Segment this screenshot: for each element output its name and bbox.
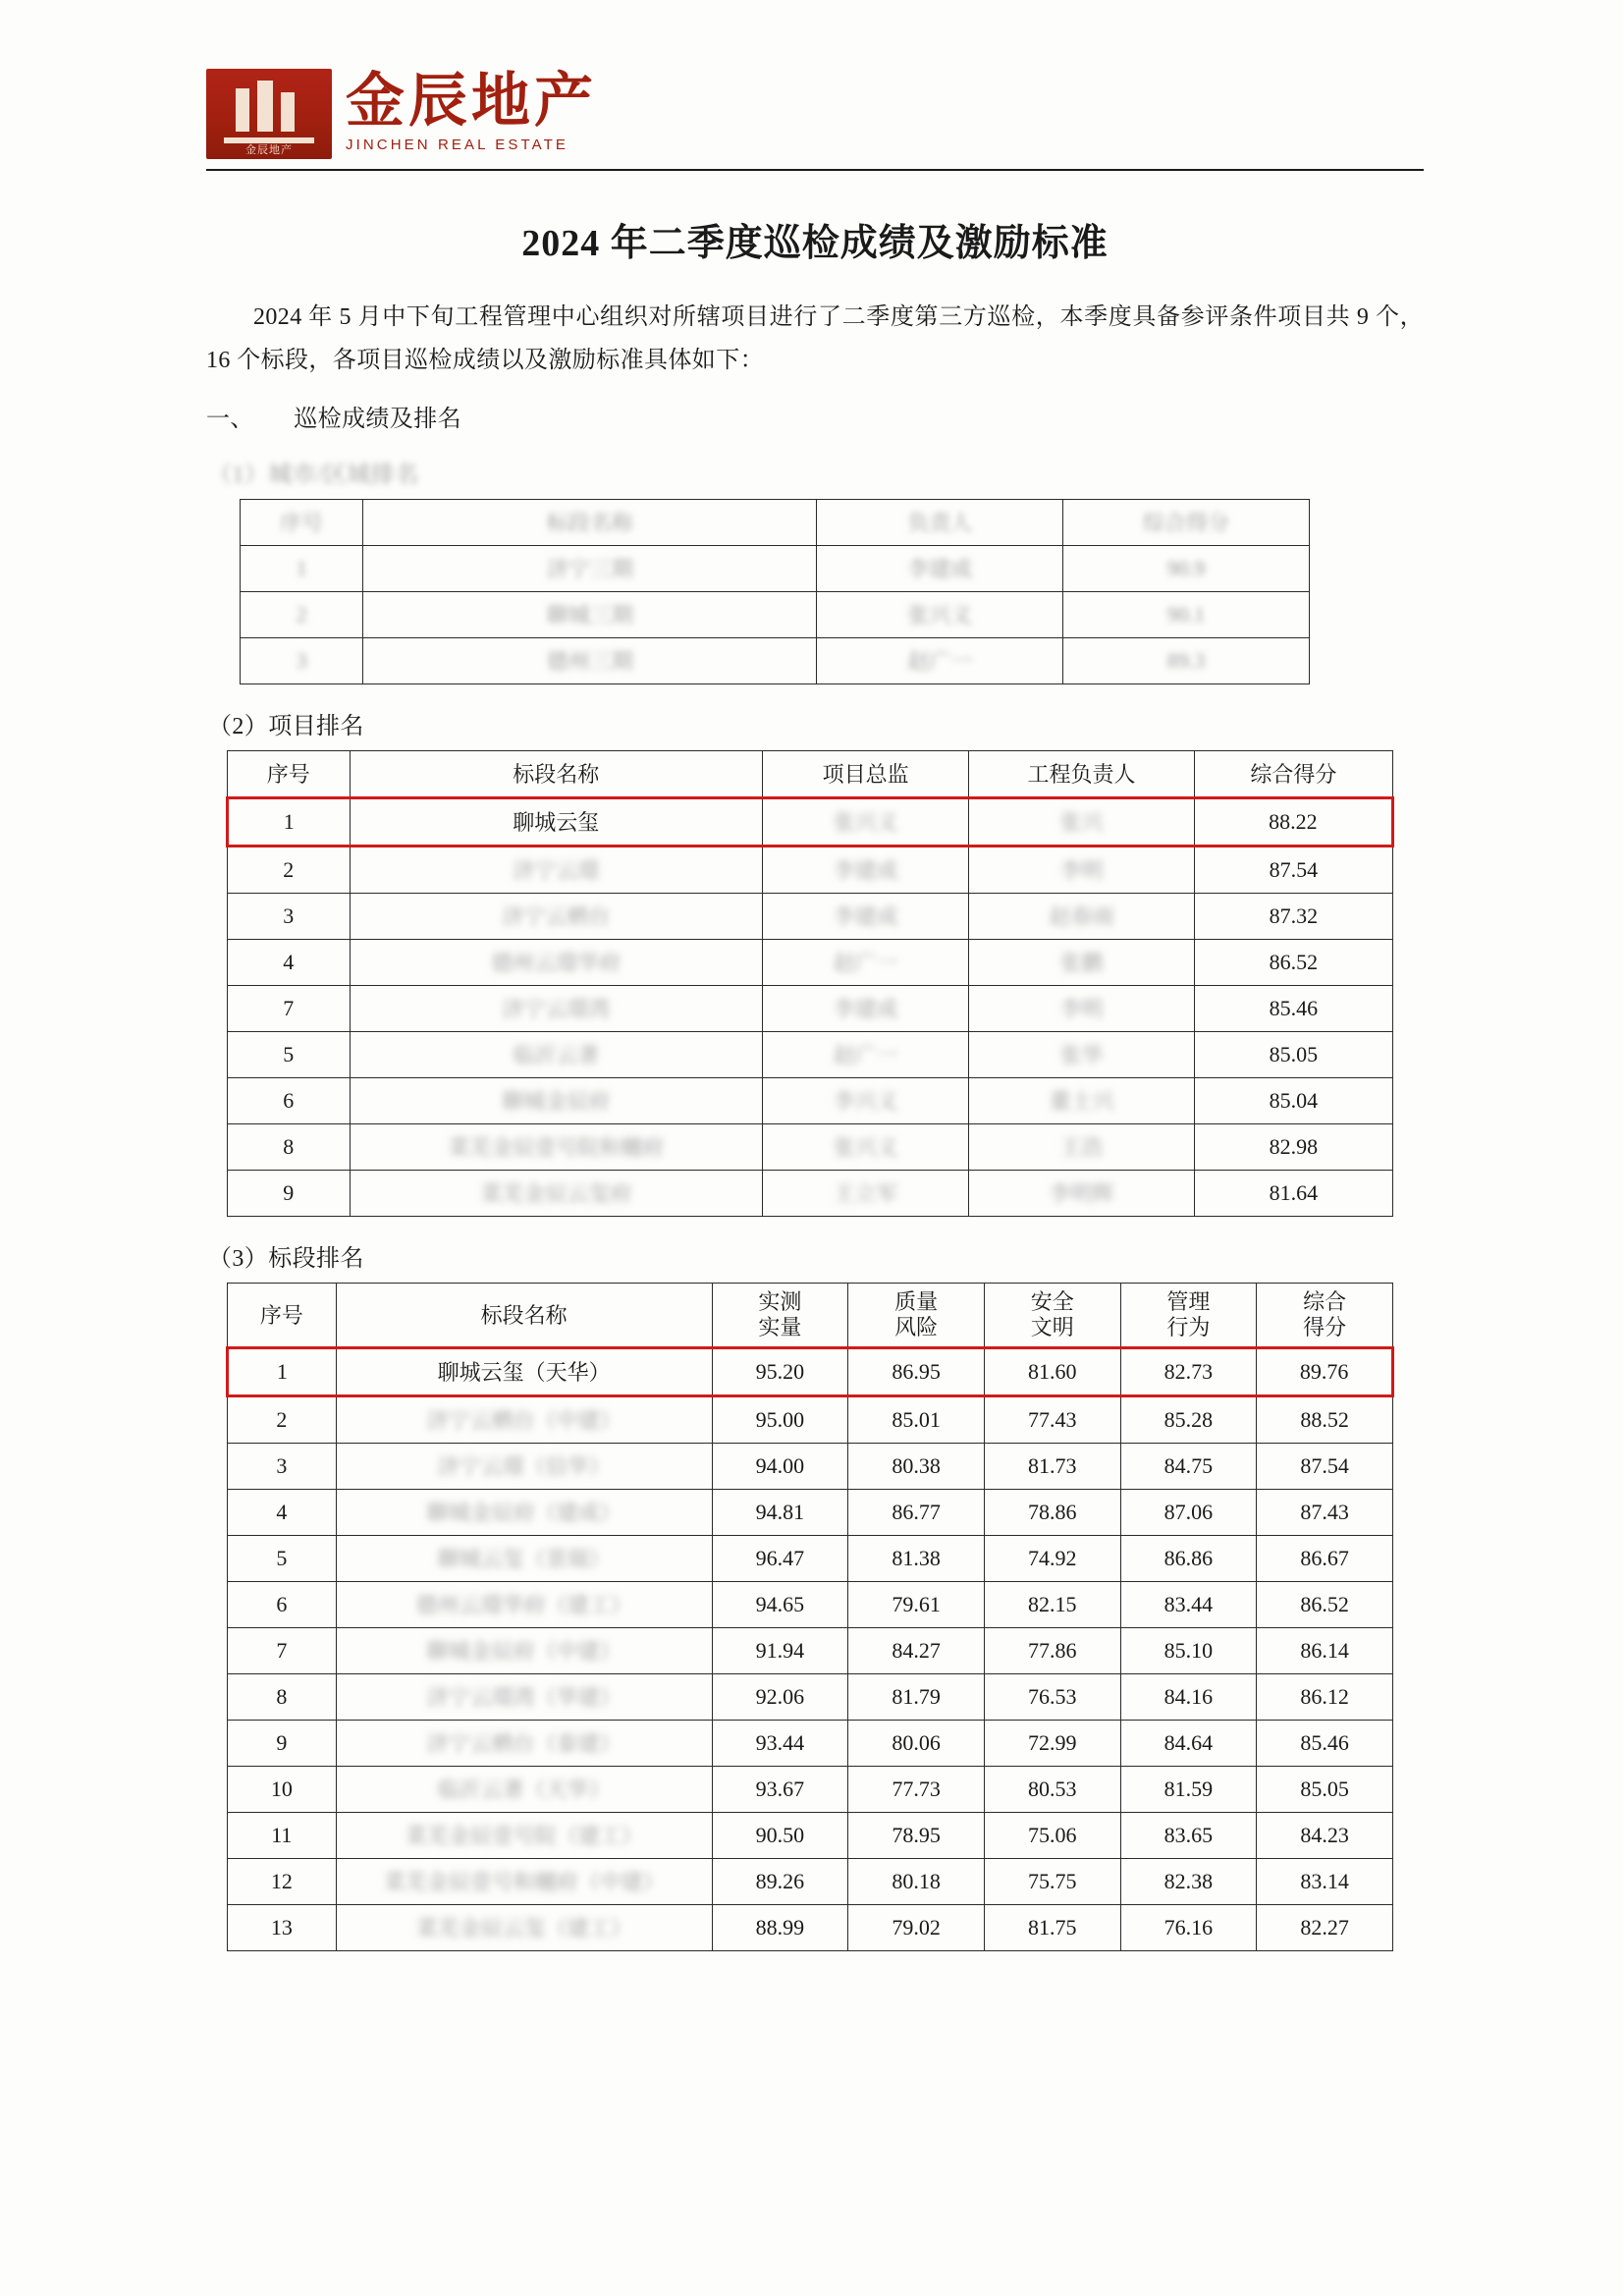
cell-supervisor: 李建成 xyxy=(762,846,968,893)
cell-total: 84.23 xyxy=(1257,1812,1393,1858)
column-header-score: 综合得分 xyxy=(1194,750,1392,797)
section-ranking-table xyxy=(226,1283,1394,1951)
column-header-quality xyxy=(848,1283,985,1347)
logo-text-block xyxy=(346,71,597,157)
cell-no: 13 xyxy=(228,1904,337,1950)
cell-no: 2 xyxy=(228,1395,337,1443)
cell-name: 济宁云栖台（泰建） xyxy=(336,1720,712,1766)
cell-quality: 79.61 xyxy=(848,1581,985,1627)
cell-score: 90.9 xyxy=(1062,545,1309,591)
cell-management: 84.64 xyxy=(1120,1720,1257,1766)
column-header-manager: 工程负责人 xyxy=(969,750,1195,797)
cell-manager: 李明 xyxy=(969,985,1195,1031)
cell-name: 临沂云著 xyxy=(350,1031,762,1077)
cell-total: 83.14 xyxy=(1257,1858,1393,1904)
cell-name: 菜芜金辰云玺（建工） xyxy=(336,1904,712,1950)
cell-name: 德州云璟华府 xyxy=(350,939,762,985)
cell-name: 德州云璟华府（建工） xyxy=(336,1581,712,1627)
column-header-no: 序号 xyxy=(228,750,351,797)
cell-no: 9 xyxy=(228,1170,351,1216)
cell-no: 7 xyxy=(228,1627,337,1673)
table-row xyxy=(228,1812,1393,1858)
project-ranking-table xyxy=(226,750,1394,1217)
cell-safety: 78.86 xyxy=(984,1489,1120,1535)
cell-name: 临沂云著（天华） xyxy=(336,1766,712,1812)
column-header-no: 序号 xyxy=(241,499,363,545)
cell-measured: 92.06 xyxy=(712,1673,848,1720)
document-content xyxy=(206,69,1424,1951)
cell-management: 85.28 xyxy=(1120,1395,1257,1443)
cell-total: 86.52 xyxy=(1257,1581,1393,1627)
cell-quality: 79.02 xyxy=(848,1904,985,1950)
column-header-measured xyxy=(712,1283,848,1347)
cell-quality: 80.38 xyxy=(848,1443,985,1489)
cell-quality: 80.18 xyxy=(848,1858,985,1904)
cell-score: 90.1 xyxy=(1062,591,1309,637)
cell-supervisor: 李建成 xyxy=(762,893,968,939)
cell-management: 76.16 xyxy=(1120,1904,1257,1950)
cell-name: 菜芜金辰壹号和樾府（中建） xyxy=(336,1858,712,1904)
cell-score: 87.32 xyxy=(1194,893,1392,939)
cell-measured: 94.81 xyxy=(712,1489,848,1535)
cell-measured: 96.47 xyxy=(712,1535,848,1581)
cell-quality: 78.95 xyxy=(848,1812,985,1858)
cell-name: 菜芜金辰壹号院和樾府 xyxy=(350,1123,762,1170)
cell-manager: 张兴 xyxy=(969,797,1195,846)
cell-no: 10 xyxy=(228,1766,337,1812)
cell-total: 86.14 xyxy=(1257,1627,1393,1673)
table-row xyxy=(241,591,1310,637)
cell-quality: 80.06 xyxy=(848,1720,985,1766)
header-line-2: 行为 xyxy=(1166,1314,1211,1339)
cell-score: 86.52 xyxy=(1194,939,1392,985)
cell-name: 济宁云璟 xyxy=(350,846,762,893)
cell-measured: 94.65 xyxy=(712,1581,848,1627)
table-row xyxy=(228,1489,1393,1535)
cell-manager: 王浩 xyxy=(969,1123,1195,1170)
table-row xyxy=(228,1170,1393,1216)
header-line-1: 实测 xyxy=(758,1288,802,1314)
cell-no: 1 xyxy=(241,545,363,591)
cell-name: 菜芜金辰壹号院（建工） xyxy=(336,1812,712,1858)
table-row xyxy=(228,893,1393,939)
cell-score: 85.04 xyxy=(1194,1077,1392,1123)
cell-no: 12 xyxy=(228,1858,337,1904)
cell-supervisor: 张兴义 xyxy=(762,1123,968,1170)
cell-no: 3 xyxy=(228,893,351,939)
section-title: 巡检成绩及排名 xyxy=(294,406,462,432)
cell-no: 9 xyxy=(228,1720,337,1766)
header-line-1: 安全 xyxy=(1030,1288,1074,1314)
cell-safety: 75.75 xyxy=(984,1858,1120,1904)
cell-safety: 72.99 xyxy=(984,1720,1120,1766)
cell-management: 83.65 xyxy=(1120,1812,1257,1858)
cell-management: 82.73 xyxy=(1120,1347,1257,1395)
cell-supervisor: 张兴义 xyxy=(762,797,968,846)
table-row xyxy=(228,1347,1393,1395)
column-header-management xyxy=(1120,1283,1257,1347)
table-row xyxy=(241,637,1310,683)
cell-no: 3 xyxy=(241,637,363,683)
region-ranking-table xyxy=(240,499,1310,684)
subsection-heading-region: （1）城市/区域排名 xyxy=(208,462,419,488)
table-row xyxy=(228,1673,1393,1720)
cell-no: 4 xyxy=(228,1489,337,1535)
cell-manager: 李明辉 xyxy=(969,1170,1195,1216)
table-header-row xyxy=(241,499,1310,545)
subsection-heading-section: （3）标段排名 xyxy=(208,1245,364,1272)
header-line-1: 综合 xyxy=(1303,1288,1347,1314)
cell-supervisor: 李建成 xyxy=(762,985,968,1031)
cell-total: 85.46 xyxy=(1257,1720,1393,1766)
company-name-cn: 金辰地产 xyxy=(346,69,597,134)
cell-no: 1 xyxy=(228,797,351,846)
header-line-2: 风险 xyxy=(894,1314,939,1339)
table-row xyxy=(228,1031,1393,1077)
cell-name: 济宁三期 xyxy=(363,545,817,591)
page-title: 2024 年二季度巡检成绩及激励标准 xyxy=(521,223,1109,264)
cell-total: 87.43 xyxy=(1257,1489,1393,1535)
cell-measured: 88.99 xyxy=(712,1904,848,1950)
cell-owner: 赵广一 xyxy=(817,637,1062,683)
section-heading-1 xyxy=(206,399,1424,433)
cell-quality: 85.01 xyxy=(848,1395,985,1443)
cell-score: 85.46 xyxy=(1194,985,1392,1031)
cell-total: 86.12 xyxy=(1257,1673,1393,1720)
logo-mark-text: 金辰地产 xyxy=(245,144,293,156)
cell-name: 聊城云玺 xyxy=(350,797,762,846)
cell-score: 88.22 xyxy=(1194,797,1392,846)
cell-no: 6 xyxy=(228,1581,337,1627)
cell-measured: 94.00 xyxy=(712,1443,848,1489)
cell-score: 87.54 xyxy=(1194,846,1392,893)
cell-name: 聊城云玺（天华） xyxy=(336,1347,712,1395)
cell-score: 82.98 xyxy=(1194,1123,1392,1170)
cell-name: 聊城金辰府 xyxy=(350,1077,762,1123)
table-row xyxy=(228,1443,1393,1489)
table-header-row xyxy=(228,1283,1393,1347)
cell-management: 83.44 xyxy=(1120,1581,1257,1627)
subsection-heading-project: （2）项目排名 xyxy=(208,713,364,739)
cell-no: 4 xyxy=(228,939,351,985)
header-line-1: 质量 xyxy=(894,1288,939,1314)
table-row xyxy=(228,1766,1393,1812)
cell-safety: 76.53 xyxy=(984,1673,1120,1720)
column-header-name: 标段名称 xyxy=(336,1283,712,1347)
cell-measured: 90.50 xyxy=(712,1812,848,1858)
table-row xyxy=(228,1395,1393,1443)
column-header-name: 标段名称 xyxy=(350,750,762,797)
cell-name: 德州三期 xyxy=(363,637,817,683)
cell-no: 5 xyxy=(228,1535,337,1581)
section-number: 一、 xyxy=(206,406,254,432)
cell-supervisor: 李兴义 xyxy=(762,1077,968,1123)
cell-safety: 74.92 xyxy=(984,1535,1120,1581)
table-row xyxy=(228,985,1393,1031)
cell-total: 82.27 xyxy=(1257,1904,1393,1950)
cell-no: 5 xyxy=(228,1031,351,1077)
cell-safety: 77.43 xyxy=(984,1395,1120,1443)
letterhead xyxy=(206,69,1424,171)
cell-name: 济宁云栖台 xyxy=(350,893,762,939)
cell-management: 86.86 xyxy=(1120,1535,1257,1581)
cell-no: 11 xyxy=(228,1812,337,1858)
cell-name: 聊城三期 xyxy=(363,591,817,637)
cell-no: 8 xyxy=(228,1673,337,1720)
cell-name: 聊城云玺（景瑞） xyxy=(336,1535,712,1581)
cell-supervisor: 王立军 xyxy=(762,1170,968,1216)
column-header-owner: 负责人 xyxy=(817,499,1062,545)
table-row xyxy=(228,797,1393,846)
table-row xyxy=(228,1904,1393,1950)
cell-management: 84.75 xyxy=(1120,1443,1257,1489)
cell-score: 85.05 xyxy=(1194,1031,1392,1077)
cell-name: 聊城金辰府（中建） xyxy=(336,1627,712,1673)
company-logo-icon xyxy=(206,69,332,159)
cell-quality: 86.95 xyxy=(848,1347,985,1395)
header-line-2: 文明 xyxy=(1030,1314,1074,1339)
table-row xyxy=(228,1720,1393,1766)
cell-manager: 张鹏 xyxy=(969,939,1195,985)
header-line-2: 得分 xyxy=(1303,1314,1347,1339)
cell-manager: 董士兴 xyxy=(969,1077,1195,1123)
cell-score: 81.64 xyxy=(1194,1170,1392,1216)
cell-no: 3 xyxy=(228,1443,337,1489)
cell-quality: 81.79 xyxy=(848,1673,985,1720)
table-row xyxy=(228,846,1393,893)
cell-no: 8 xyxy=(228,1123,351,1170)
cell-safety: 77.86 xyxy=(984,1627,1120,1673)
table-row xyxy=(228,1077,1393,1123)
cell-owner: 张兴义 xyxy=(817,591,1062,637)
table-row xyxy=(228,1123,1393,1170)
cell-safety: 82.15 xyxy=(984,1581,1120,1627)
cell-supervisor: 赵广一 xyxy=(762,939,968,985)
cell-measured: 93.44 xyxy=(712,1720,848,1766)
cell-safety: 81.60 xyxy=(984,1347,1120,1395)
cell-management: 84.16 xyxy=(1120,1673,1257,1720)
cell-management: 81.59 xyxy=(1120,1766,1257,1812)
cell-management: 85.10 xyxy=(1120,1627,1257,1673)
cell-name: 聊城金辰府（建成） xyxy=(336,1489,712,1535)
cell-safety: 81.75 xyxy=(984,1904,1120,1950)
cell-total: 88.52 xyxy=(1257,1395,1393,1443)
cell-name: 济宁云璟湾 xyxy=(350,985,762,1031)
table-row xyxy=(228,1627,1393,1673)
cell-measured: 89.26 xyxy=(712,1858,848,1904)
cell-name: 济宁云璟（信华） xyxy=(336,1443,712,1489)
cell-manager: 张华 xyxy=(969,1031,1195,1077)
table-row xyxy=(228,1581,1393,1627)
cell-safety: 75.06 xyxy=(984,1812,1120,1858)
cell-total: 89.76 xyxy=(1257,1347,1393,1395)
column-header-safety xyxy=(984,1283,1120,1347)
cell-name: 济宁云栖台（中建） xyxy=(336,1395,712,1443)
cell-name: 菜芜金辰云玺府 xyxy=(350,1170,762,1216)
cell-no: 2 xyxy=(241,591,363,637)
table-row xyxy=(228,939,1393,985)
cell-manager: 李明 xyxy=(969,846,1195,893)
cell-no: 2 xyxy=(228,846,351,893)
company-name-en: JINCHEN REAL ESTATE xyxy=(346,137,568,153)
table-row xyxy=(228,1858,1393,1904)
cell-owner: 李建成 xyxy=(817,545,1062,591)
table-header-row xyxy=(228,750,1393,797)
intro-paragraph: 2024 年 5 月中下旬工程管理中心组织对所辖项目进行了二季度第三方巡检，本季度具备参评条件项目共 9 个，16 个标段，各项目巡检成绩以及激励标准具体如下： xyxy=(206,304,1424,374)
cell-quality: 86.77 xyxy=(848,1489,985,1535)
cell-no: 7 xyxy=(228,985,351,1031)
column-header-score: 综合得分 xyxy=(1062,499,1309,545)
cell-quality: 84.27 xyxy=(848,1627,985,1673)
header-line-2: 实量 xyxy=(758,1314,802,1339)
cell-score: 89.3 xyxy=(1062,637,1309,683)
cell-total: 86.67 xyxy=(1257,1535,1393,1581)
table-row xyxy=(228,1535,1393,1581)
header-line-1: 管理 xyxy=(1166,1288,1211,1314)
cell-quality: 77.73 xyxy=(848,1766,985,1812)
cell-safety: 81.73 xyxy=(984,1443,1120,1489)
cell-management: 82.38 xyxy=(1120,1858,1257,1904)
column-header-no: 序号 xyxy=(228,1283,337,1347)
cell-management: 87.06 xyxy=(1120,1489,1257,1535)
cell-quality: 81.38 xyxy=(848,1535,985,1581)
cell-total: 85.05 xyxy=(1257,1766,1393,1812)
cell-measured: 95.00 xyxy=(712,1395,848,1443)
cell-manager: 赵春雨 xyxy=(969,893,1195,939)
cell-no: 6 xyxy=(228,1077,351,1123)
column-header-total xyxy=(1257,1283,1393,1347)
cell-measured: 93.67 xyxy=(712,1766,848,1812)
cell-supervisor: 赵广一 xyxy=(762,1031,968,1077)
cell-name: 济宁云璟湾（华建） xyxy=(336,1673,712,1720)
cell-measured: 95.20 xyxy=(712,1347,848,1395)
cell-no: 1 xyxy=(228,1347,337,1395)
table-row xyxy=(241,545,1310,591)
column-header-supervisor: 项目总监 xyxy=(762,750,968,797)
cell-safety: 80.53 xyxy=(984,1766,1120,1812)
column-header-name: 标段名称 xyxy=(363,499,817,545)
cell-measured: 91.94 xyxy=(712,1627,848,1673)
cell-total: 87.54 xyxy=(1257,1443,1393,1489)
